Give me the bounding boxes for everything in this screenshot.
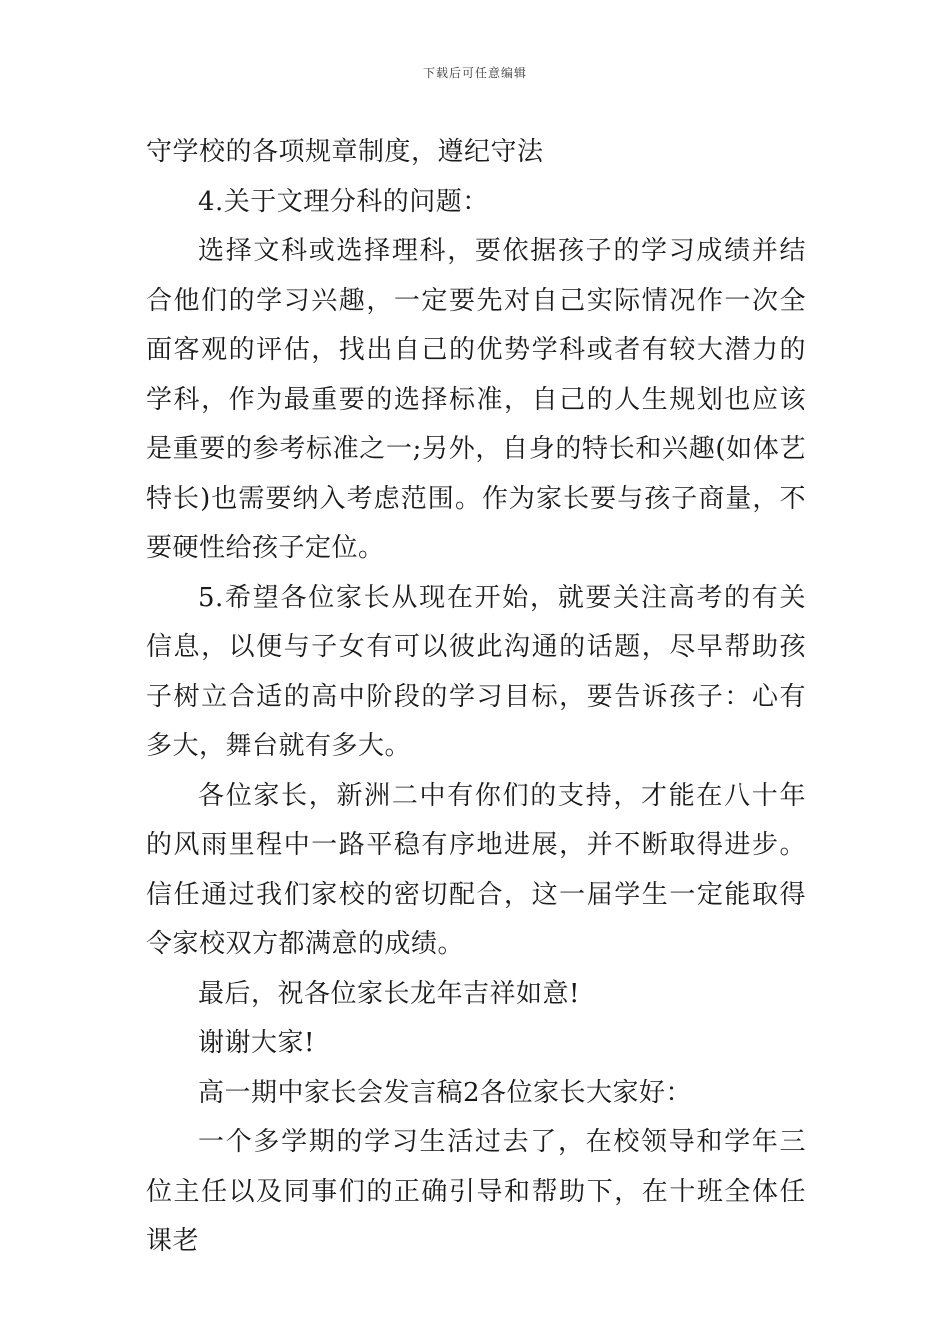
paragraph-continuation: 守学校的各项规章制度，遵纪守法 <box>146 137 544 167</box>
paragraph-item-4-body: 选择文科或选择理科，要依据孩子的学习成绩并结合他们的学习兴趣，一定要先对自己实际情况作一次全面客观的评估，找出自己的优势学科或者有较大潜力的学科，作为最重要的选择标准，自己的人生规划也应该是重要的参考标准之一;另外，自身的特长和兴趣(如体艺特长)也需要纳入考虑范围。作为家长要与孩子商量，不要硬性给孩子定位。 <box>146 236 806 563</box>
paragraph-item-4-heading: 4.关于文理分科的问题： <box>198 186 489 217</box>
page-header: 下载后可任意编辑 <box>422 66 527 80</box>
document-body <box>146 128 806 1267</box>
paragraph-speech-2-title: 高一期中家长会发言稿2各位家长大家好： <box>198 1077 693 1108</box>
paragraph-speech-2-body: 一个多学期的学习生活过去了，在校领导和学年三位主任以及同事们的正确引导和帮助下，在十班全体任课老 <box>146 1127 806 1256</box>
paragraph-thanks: 谢谢大家! <box>198 1028 315 1058</box>
paragraph-wishes: 最后，祝各位家长龙年吉祥如意! <box>198 978 580 1009</box>
paragraph-closing: 各位家长，新洲二中有你们的支持，才能在八十年的风雨里程中一路平稳有序地进展，并不断取得进步。信任通过我们家校的密切配合，这一届学生一定能取得令家校双方都满意的成绩。 <box>146 780 806 959</box>
paragraph-item-5: 5.希望各位家长从现在开始，就要关注高考的有关信息，以便与子女有可以彼此沟通的话题，尽早帮助孩子树立合适的高中阶段的学习目标，要告诉孩子：心有多大，舞台就有多大。 <box>146 582 806 761</box>
